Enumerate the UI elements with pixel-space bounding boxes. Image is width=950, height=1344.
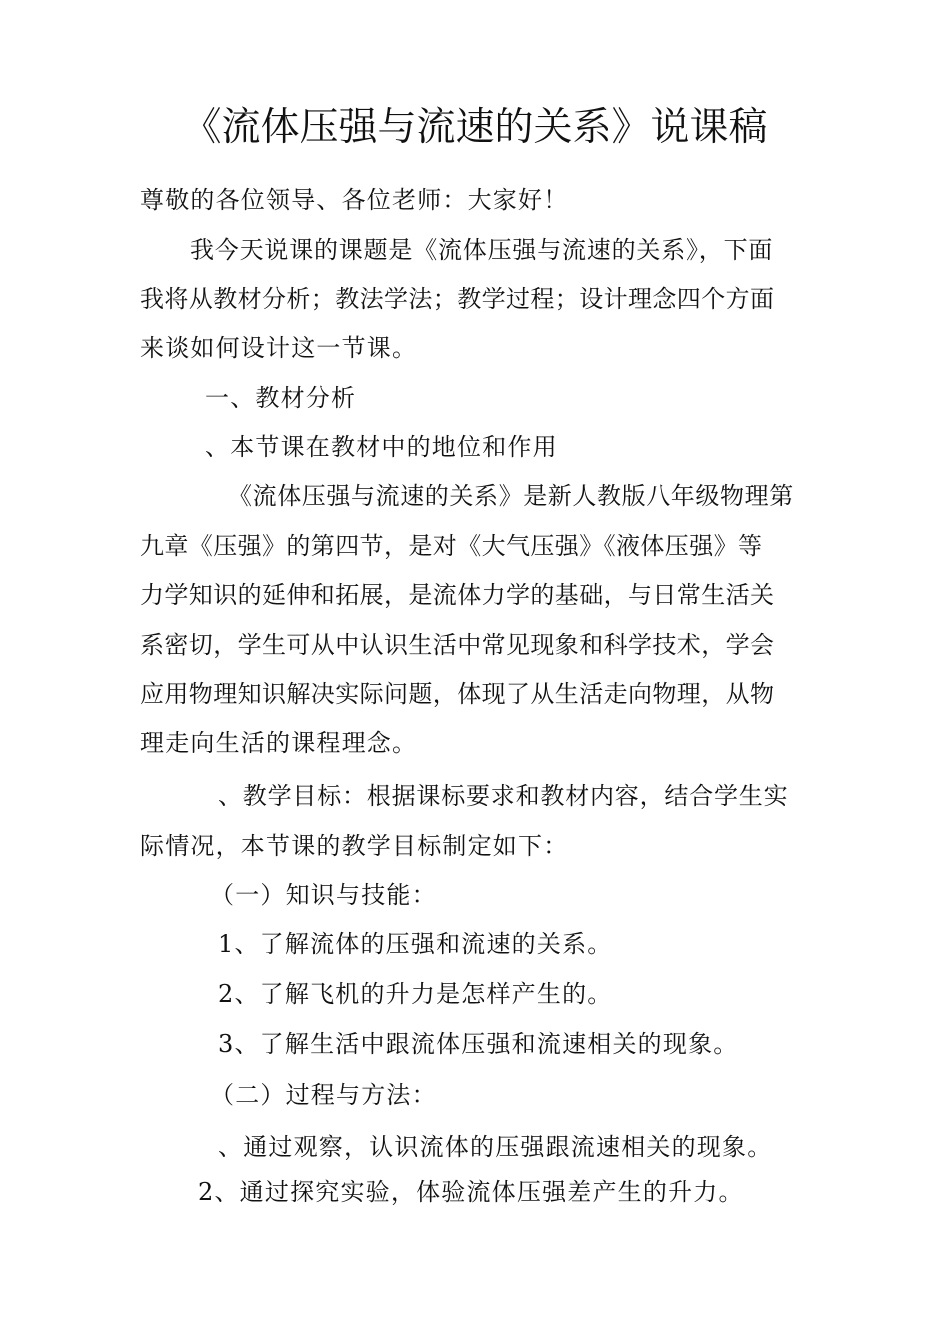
list-heading: （二）过程与方法： [210,1081,437,1109]
subsection-heading: 、本节课在教材中的地位和作用 [205,433,558,461]
paragraph-line: 应用物理知识解决实际问题，体现了从生活走向物理，从物 [140,680,775,708]
list-item: 3、了解生活中跟流体压强和流速相关的现象。 [218,1030,739,1058]
document-title: 《流体压强与流速的关系》说课稿 [182,105,768,150]
list-item: 2、通过探究实验，体验流体压强差产生的升力。 [198,1178,744,1206]
paragraph-line: 《流体压强与流速的关系》是新人教版八年级物理第 [228,482,794,510]
paragraph-line: 九章《压强》的第四节，是对《大气压强》《液体压强》等 [140,532,763,560]
list-item: 、通过观察，认识流体的压强跟流速相关的现象。 [218,1133,773,1161]
list-item: 2、了解飞机的升力是怎样产生的。 [218,980,613,1008]
list-heading: （一）知识与技能： [210,881,437,909]
paragraph-line: 际情况，本节课的教学目标制定如下： [140,832,569,860]
section-heading: 一、教材分析 [205,384,357,412]
list-item: 1、了解流体的压强和流速的关系。 [218,930,613,958]
paragraph-line: 力学知识的延伸和拓展，是流体力学的基础，与日常生活关 [140,581,775,609]
paragraph-line: 我今天说课的课题是《流体压强与流速的关系》，下面 [190,236,774,264]
paragraph-line: 我将从教材分析；教法学法；教学过程；设计理念四个方面 [140,285,775,313]
paragraph-line: 理走向生活的课程理念。 [140,729,418,757]
subsection-heading: 、教学目标：根据课标要求和教材内容，结合学生实 [218,782,789,810]
greeting-line: 尊敬的各位领导、各位老师：大家好！ [140,186,569,214]
paragraph-line: 系密切，学生可从中认识生活中常见现象和科学技术，学会 [140,631,775,659]
paragraph-line: 来谈如何设计这一节课。 [140,334,418,362]
